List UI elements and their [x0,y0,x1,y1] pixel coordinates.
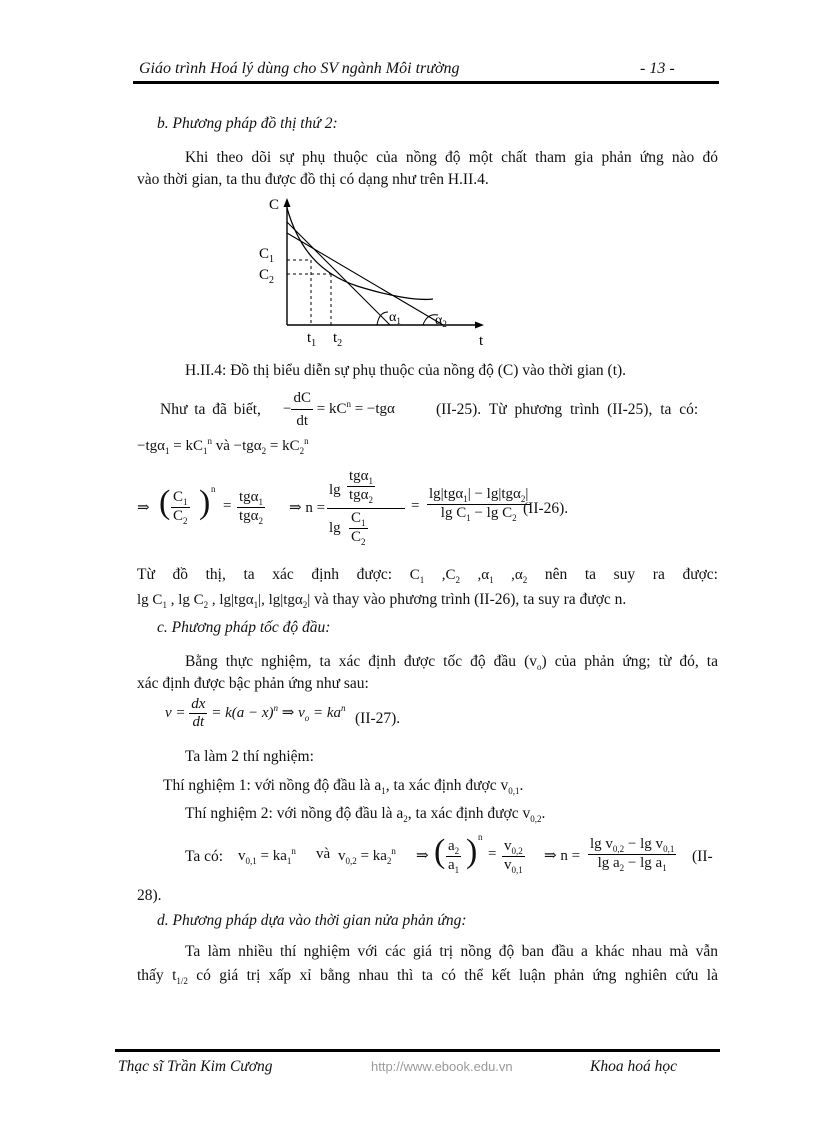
footer-department: Khoa hoá học [590,1058,677,1075]
y-axis-label: C [269,197,280,213]
tangent-line-1 [287,222,390,325]
label-c1: $C_1$ [259,246,275,265]
log-values-line [137,589,626,616]
concentration-curve [287,208,433,299]
x-axis-label: t [479,333,484,349]
from-graph-values: $C_1$ $,C_2$ $,\alpha_1$ $,\alpha_2$ [409,567,528,585]
footer-author: Thạc sĩ Trần Kim Cương [118,1058,273,1075]
label-t2: $t_2$ [333,330,343,349]
section-d-heading: d. Phương pháp dựa vào thời gian nửa phản ứng: [157,912,467,929]
figure-concentration-time-graph [255,190,495,355]
header-page-number: - 13 - [640,60,675,77]
section-b-paragraph-line2: vào thời gian, ta thu được đồ thị có dạng như trên H.II.4. [137,171,489,188]
eq28-number-b: 28). [137,887,162,904]
label-alpha2: $\alpha_2$ [435,313,447,329]
from-graph-text: Từ đồ thị, ta xác định được: [137,566,393,583]
eq28-number-a: (II- [692,848,713,865]
label-t1: $t_1$ [307,330,317,349]
section-c-paragraph-line2: xác định được bậc phản ứng như sau: [137,675,369,692]
eq27-number: (II-27). [355,710,401,727]
experiment-2-text: Thí nghiệm 2: với nồng độ đầu là $a_2$, ta xác định được $v_{0,2}$. [185,805,546,825]
word-and: và [215,438,230,454]
tangent-line-2 [287,233,443,325]
label-alpha1: $\alpha_1$ [389,310,401,326]
eq25-line [160,387,718,433]
eq25-intro-text: Như ta đã biết, [160,401,261,418]
two-experiments-text: Ta làm 2 thí nghiệm: [185,748,314,765]
substitute-text: và thay vào phương trình (II-26), ta suy ra được n. [314,591,627,608]
eq26-number: (II-26). [523,500,569,517]
eq28-and: và [316,846,331,862]
eq25-rest-text: (II-25). Từ phương trình (II-25), ta có: [436,401,699,418]
section-b-heading: b. Phương pháp đồ thị thứ 2: [157,115,338,132]
section-d-paragraph-line2: thấy $t_{1/2}$ có giá trị xấp xỉ bằng nhau thì ta có thể kết luận phản ứng nghiên cứu là [137,967,718,987]
header-rule [133,81,719,84]
figure-caption: H.II.4: Đồ thị biểu diễn sự phụ thuộc của nồng độ (C) vào thời gian (t). [185,362,627,379]
section-b-paragraph-line1: Khi theo dõi sự phụ thuộc của nồng độ một chất tham gia phản ứng nào đó [185,149,718,166]
header-title: Giáo trình Hoá lý dùng cho SV ngành Môi trường [139,60,460,77]
eq25-formula: − $\frac{dC}{dt}$ = $kC^n = -tg\alpha$ [283,387,395,432]
section-d-paragraph-line1: Ta làm nhiều thí nghiệm với các giá trị nồng độ ban đầu a khác nhau mà vẫn [185,943,718,960]
so-derive-text: nên ta suy ra được: [544,566,718,583]
log-values: $\lg C_1$ , $\lg C_2$ , lg|tgα$_1$|, lg|tgα$_2$| [137,592,311,610]
label-c2: $C_2$ [259,267,275,286]
eq28-formula: $v_{0,1} = ka_1^n$ và $v_{0,2} = ka_2^n$ ⇒ ( $\frac{a_2}{a_1}$ ) n = $\frac{v_{0,2}}{v_{0,1}}$ ⇒ n = $\frac{\lg v_{0,2} - \lg v_{0,1}}{\lg a_2 - \lg a_1}$ [238,832,675,875]
x-axis-arrow [475,322,484,329]
footer-url[interactable]: http://www.ebook.edu.vn [371,1059,513,1074]
experiment-1-text: Thí nghiệm 1: với nồng độ đầu là $a_1$, ta xác định được $v_{0,1}$. [163,777,524,797]
footer-rule [115,1049,720,1052]
eq27-formula: v = $\frac{dx}{dt}$ = $k(a - x)^n$ ⇒ $v_o = ka^n$ [165,696,346,730]
section-c-paragraph-line1: Bằng thực nghiệm, ta xác định được tốc độ đầu $(v_o)$ của phản ứng; từ đó, ta [185,653,718,673]
we-have-text: Ta có: [185,848,224,865]
eq-tangent-relations: $-tg\alpha_1 = kC_1^n$ và $-tg\alpha_2 = kC_2^n$ [137,436,309,456]
from-graph-line [137,564,718,591]
section-c-heading: c. Phương pháp tốc độ đầu: [157,619,331,636]
eq26-formula: ⇒ ( $\frac{C_1}{C_2}$ ) n = tgα$_1$ tgα$_2$ ⇒ n = lg tgα$_1$ tgα$_2$ lg $\frac{C_1}{C_2}$ = lg|tgα$_1$| − lg|tgα$_2$| $\lg C_1 - \lg C_2$ [137,468,529,547]
y-axis-arrow [284,198,291,207]
